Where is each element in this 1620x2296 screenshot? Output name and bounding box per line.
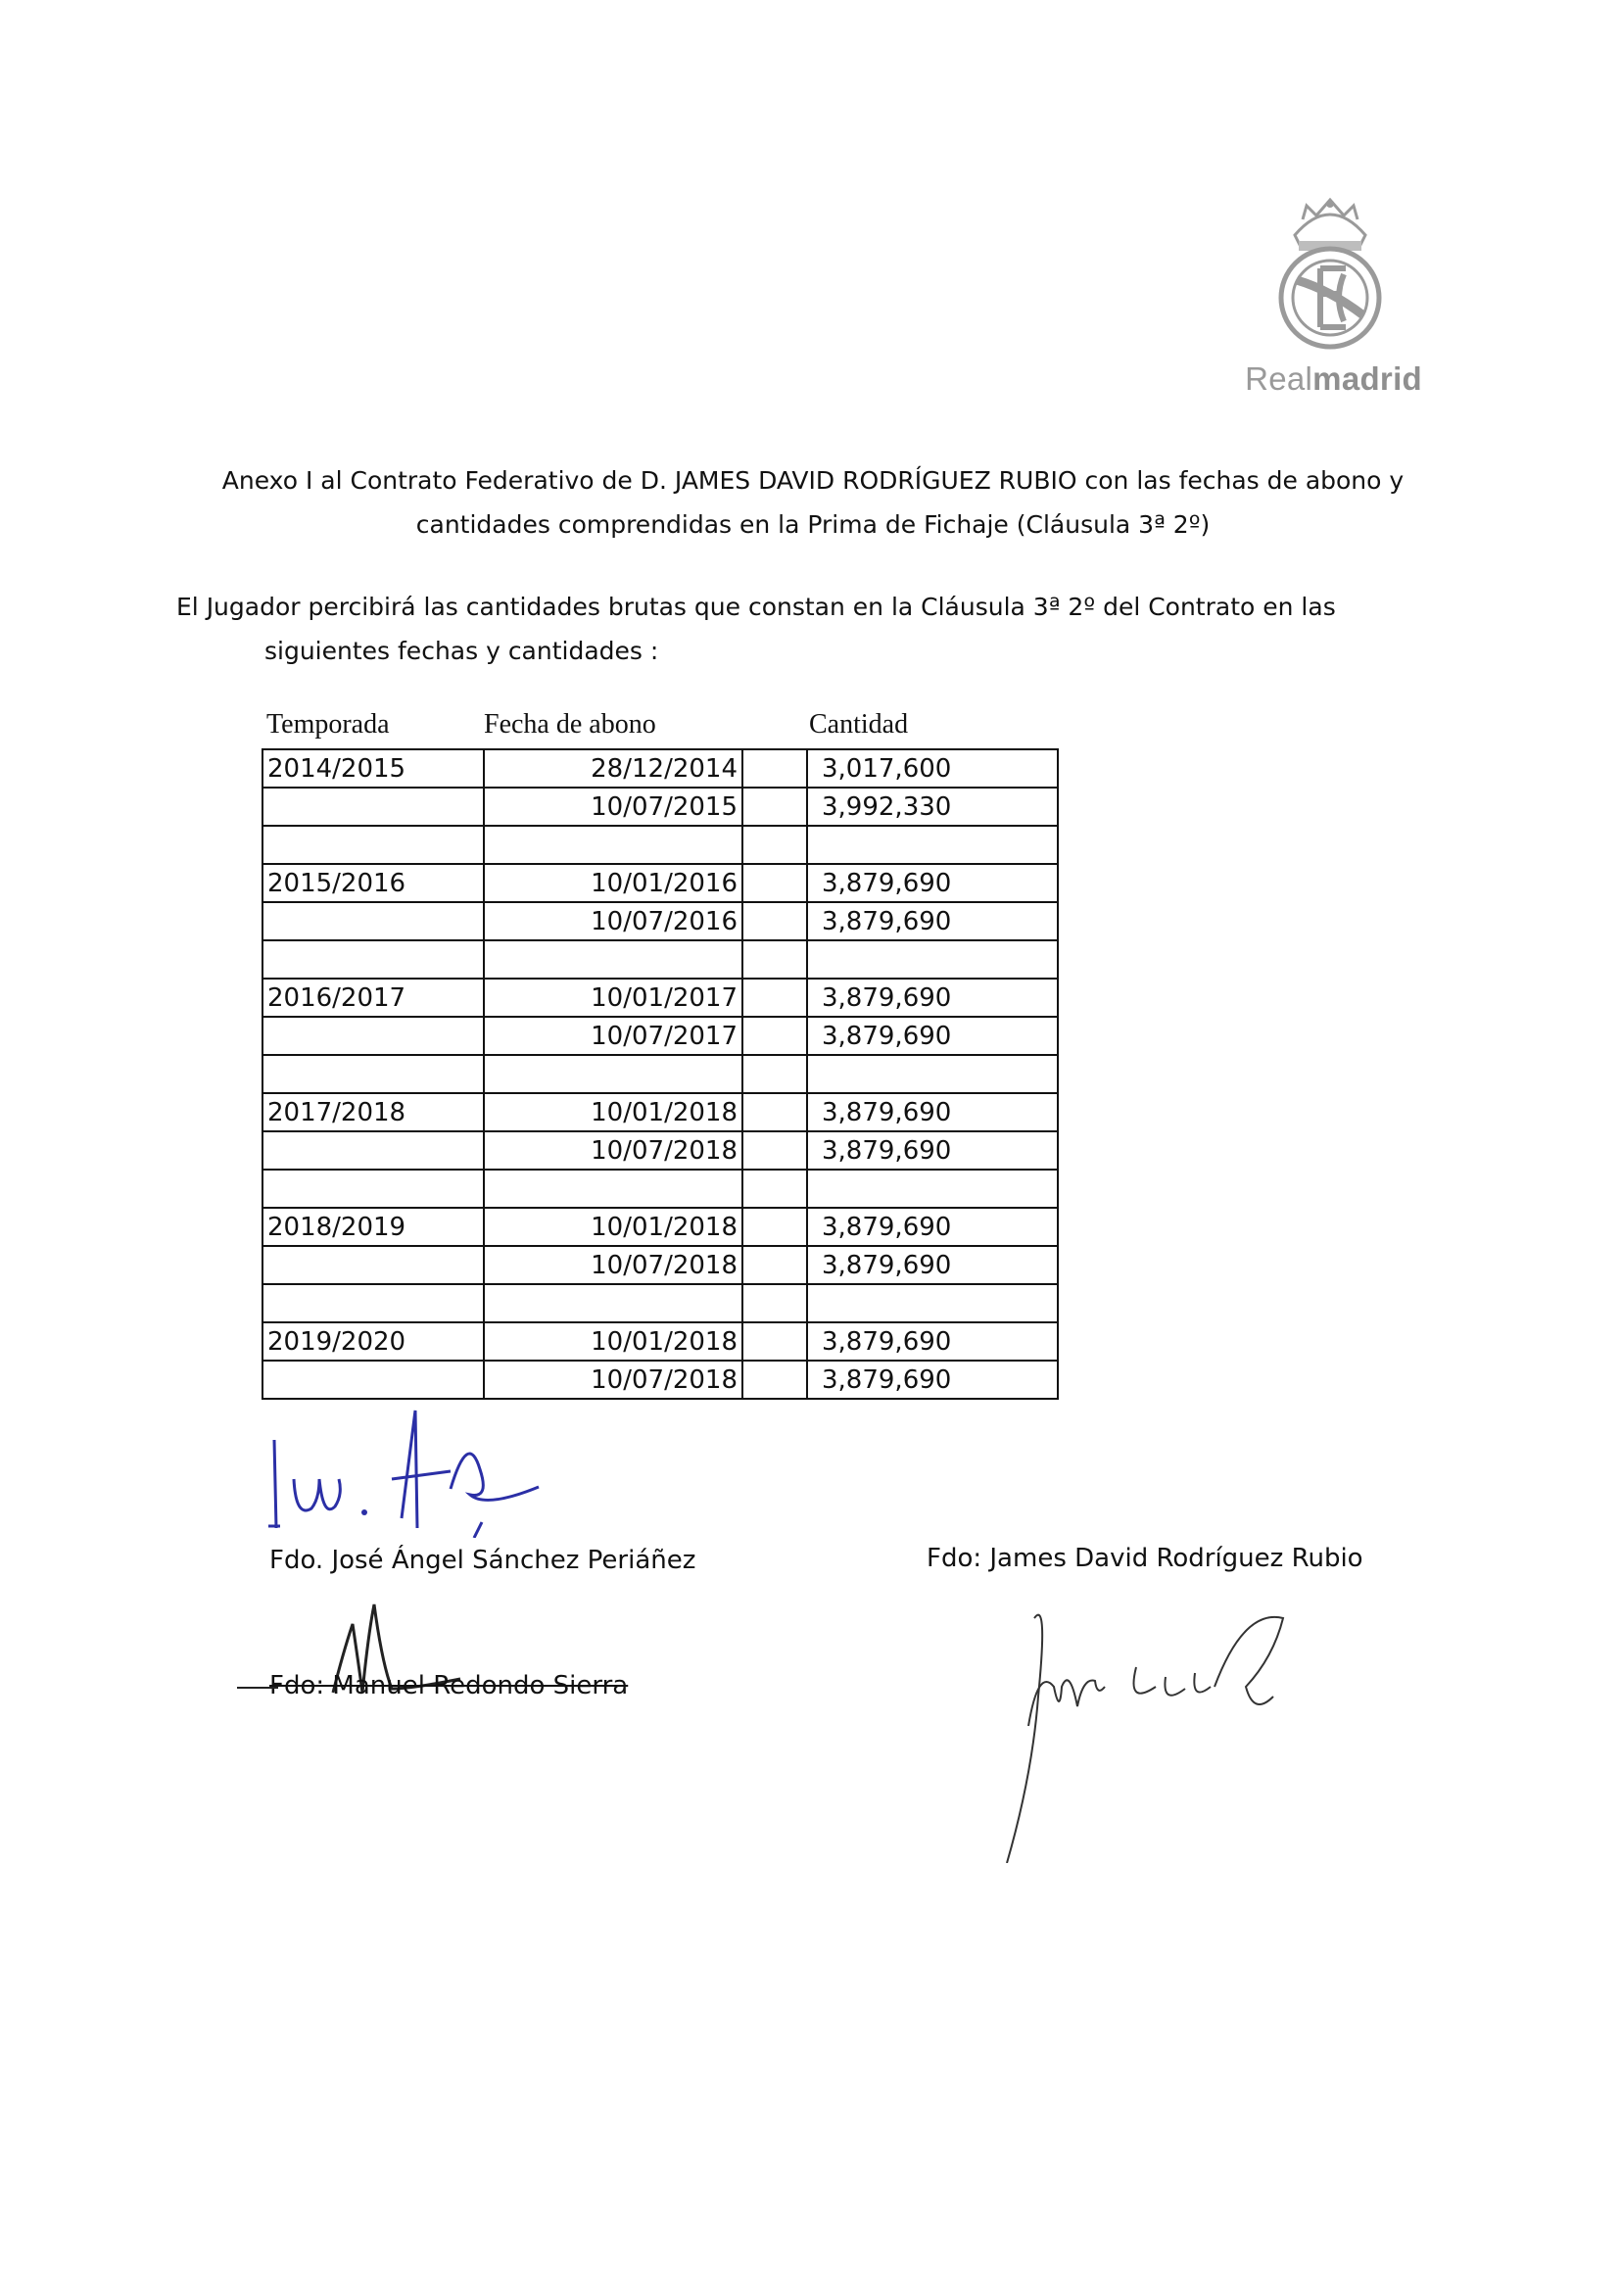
table-row — [262, 788, 1058, 826]
amount-cell: 3,879,690 — [807, 1208, 1058, 1246]
amount-cell: 3,879,690 — [807, 1017, 1058, 1055]
season-cell — [262, 1246, 484, 1284]
title-line-2: cantidades comprendidas en la Prima de Fichaje (Cláusula 3ª 2º) — [415, 510, 1211, 539]
header-amount: Cantidad — [809, 709, 909, 740]
date-cell: 10/01/2018 — [484, 1208, 742, 1246]
season-cell — [262, 1131, 484, 1170]
season-cell — [262, 1361, 484, 1399]
date-cell: 10/07/2015 — [484, 788, 742, 826]
date-cell: 10/01/2017 — [484, 979, 742, 1017]
intro-paragraph — [176, 585, 1391, 673]
spacer-cell — [742, 979, 807, 1017]
table-row — [262, 1093, 1058, 1131]
date-cell: 10/07/2017 — [484, 1017, 742, 1055]
header-season: Temporada — [266, 709, 390, 740]
spacer-cell — [742, 1322, 807, 1361]
spacer-cell — [742, 826, 807, 864]
spacer-cell — [742, 1284, 807, 1322]
document-title — [196, 458, 1430, 547]
amount-cell: 3,879,690 — [807, 902, 1058, 940]
date-cell — [484, 1055, 742, 1093]
amount-cell: 3,879,690 — [807, 1361, 1058, 1399]
amount-cell: 3,992,330 — [807, 788, 1058, 826]
amount-cell: 3,879,690 — [807, 864, 1058, 902]
signature-james — [989, 1579, 1303, 1863]
season-cell — [262, 826, 484, 864]
season-cell: 2017/2018 — [262, 1093, 484, 1131]
table-row — [262, 864, 1058, 902]
season-cell — [262, 1055, 484, 1093]
spacer-cell — [742, 1246, 807, 1284]
season-cell — [262, 940, 484, 979]
spacer-cell — [742, 1361, 807, 1399]
date-cell: 10/07/2018 — [484, 1246, 742, 1284]
date-cell — [484, 940, 742, 979]
table-row — [262, 1017, 1058, 1055]
spacer-cell — [742, 902, 807, 940]
season-cell — [262, 1170, 484, 1208]
table-row — [262, 979, 1058, 1017]
season-cell: 2015/2016 — [262, 864, 484, 902]
spacer-cell — [742, 1208, 807, 1246]
spacer-cell — [742, 1131, 807, 1170]
spacer-cell — [742, 864, 807, 902]
amount-cell: 3,879,690 — [807, 1131, 1058, 1170]
amount-cell: 3,879,690 — [807, 1246, 1058, 1284]
season-cell: 2016/2017 — [262, 979, 484, 1017]
spacer-cell — [742, 749, 807, 788]
date-cell: 28/12/2014 — [484, 749, 742, 788]
table-row — [262, 1208, 1058, 1246]
amount-cell: 3,879,690 — [807, 1093, 1058, 1131]
table-row — [262, 1055, 1058, 1093]
date-cell — [484, 1170, 742, 1208]
intro-line-2: siguientes fechas y cantidades : — [264, 637, 659, 665]
intro-line-1: El Jugador percibirá las cantidades brutas que constan en la Cláusula 3ª 2º del Contrato en las — [176, 593, 1336, 621]
spacer-cell — [742, 1170, 807, 1208]
table-row — [262, 749, 1058, 788]
signature-jose-angel — [255, 1401, 607, 1538]
spacer-cell — [742, 1055, 807, 1093]
season-cell: 2018/2019 — [262, 1208, 484, 1246]
table-row — [262, 1361, 1058, 1399]
amount-cell: 3,879,690 — [807, 1322, 1058, 1361]
table-row — [262, 940, 1058, 979]
title-line-1: Anexo I al Contrato Federativo de D. JAMES DAVID RODRÍGUEZ RUBIO con las fechas de abono y — [221, 466, 1405, 495]
signatory-jose-angel: Fdo. José Ángel Sánchez Periáñez — [269, 1546, 696, 1575]
signatory-james: Fdo: James David Rodríguez Rubio — [927, 1544, 1363, 1573]
date-cell: 10/07/2018 — [484, 1361, 742, 1399]
date-cell: 10/07/2018 — [484, 1131, 742, 1170]
logo-wordmark — [1236, 360, 1422, 398]
amount-cell — [807, 940, 1058, 979]
amount-cell: 3,879,690 — [807, 979, 1058, 1017]
amount-cell — [807, 1170, 1058, 1208]
wordmark-real: Real — [1245, 360, 1313, 397]
spacer-cell — [742, 788, 807, 826]
table-row — [262, 1131, 1058, 1170]
amount-cell — [807, 1055, 1058, 1093]
payments-table — [262, 748, 1059, 1400]
table-row — [262, 1170, 1058, 1208]
season-cell — [262, 788, 484, 826]
header-date: Fecha de abono — [484, 709, 656, 740]
table-row — [262, 1322, 1058, 1361]
wordmark-madrid: madrid — [1312, 360, 1422, 397]
spacer-cell — [742, 940, 807, 979]
strike-line — [237, 1687, 278, 1689]
season-cell — [262, 1017, 484, 1055]
table-row — [262, 902, 1058, 940]
date-cell: 10/01/2016 — [484, 864, 742, 902]
date-cell: 10/01/2018 — [484, 1322, 742, 1361]
table-row — [262, 1284, 1058, 1322]
date-cell — [484, 1284, 742, 1322]
table-row — [262, 1246, 1058, 1284]
amount-cell — [807, 826, 1058, 864]
amount-cell: 3,017,600 — [807, 749, 1058, 788]
signatory-manuel-redondo: Fdo: Manuel Redondo Sierra — [269, 1671, 629, 1700]
date-cell: 10/01/2018 — [484, 1093, 742, 1131]
spacer-cell — [742, 1017, 807, 1055]
season-cell: 2014/2015 — [262, 749, 484, 788]
date-cell: 10/07/2016 — [484, 902, 742, 940]
season-cell — [262, 1284, 484, 1322]
real-madrid-crest-icon — [1273, 196, 1387, 353]
spacer-cell — [742, 1093, 807, 1131]
season-cell — [262, 902, 484, 940]
real-madrid-logo — [1236, 196, 1422, 402]
season-cell: 2019/2020 — [262, 1322, 484, 1361]
amount-cell — [807, 1284, 1058, 1322]
table-row — [262, 826, 1058, 864]
date-cell — [484, 826, 742, 864]
